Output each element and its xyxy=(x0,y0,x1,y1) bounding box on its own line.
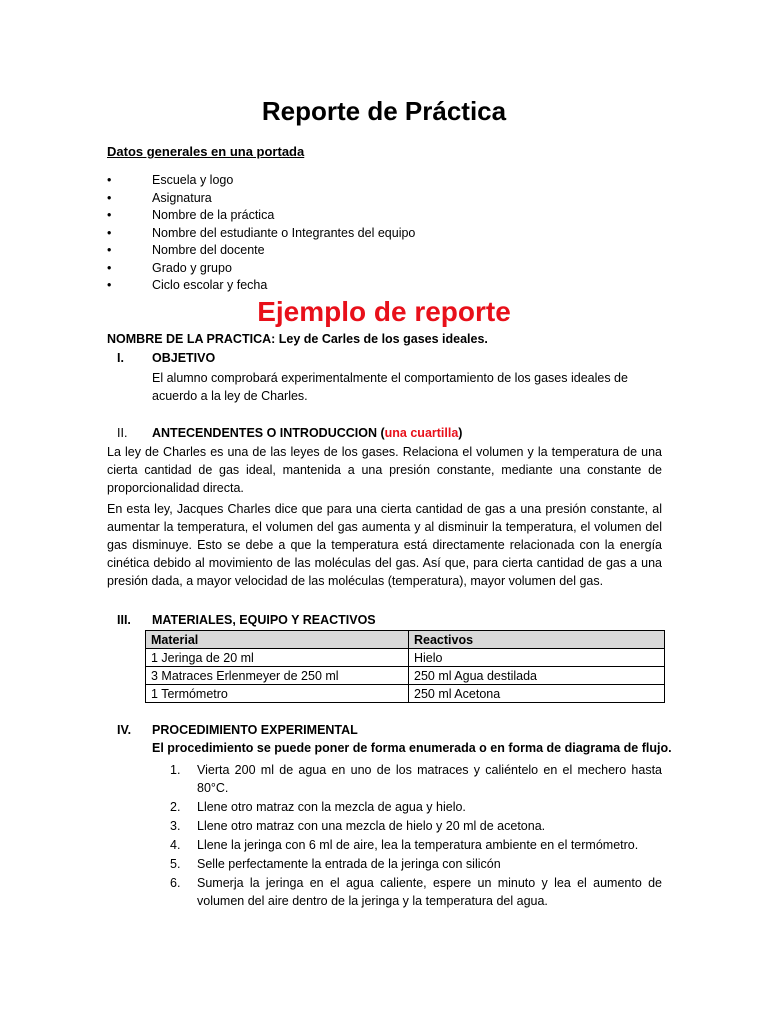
step-number: 4. xyxy=(170,838,181,852)
example-heading: Ejemplo de reporte xyxy=(257,296,511,327)
datos-heading: Datos generales en una portada xyxy=(107,144,305,159)
table-cell: 3 Matraces Erlenmeyer de 250 ml xyxy=(146,667,409,685)
list-item xyxy=(170,817,662,835)
list-item: • Nombre del docente xyxy=(107,242,415,260)
bullet-icon: • xyxy=(107,208,112,222)
list-item xyxy=(170,874,662,910)
list-item: • Grado y grupo xyxy=(107,260,415,278)
list-item: • Asignatura xyxy=(107,190,415,208)
table-cell: 1 Termómetro xyxy=(146,685,409,703)
bullet-icon: • xyxy=(107,260,112,275)
materials-table xyxy=(145,630,665,703)
step-text: Sumerja la jeringa en el agua caliente, espere un minuto y lea el aumento de volumen del aire dentro de la jeringa y la temperatura del agua. xyxy=(197,876,662,908)
step-text: Llene otro matraz con una mezcla de hielo y 20 ml de acetona. xyxy=(197,819,546,833)
step-number: 2. xyxy=(170,800,181,814)
list-item xyxy=(170,798,662,816)
section-title-procedimiento: PROCEDIMIENTO EXPERIMENTAL xyxy=(152,723,358,737)
section-title-antecedentes: ANTECENDENTES O INTRODUCCION (una cuartilla) xyxy=(152,426,463,440)
table-cell: 250 ml Agua destilada xyxy=(409,667,665,685)
table-cell: Hielo xyxy=(409,649,665,667)
list-item: • Escuela y logo xyxy=(107,172,415,190)
bullet-icon: • xyxy=(107,173,112,187)
antecedentes-paragraph-1: La ley de Charles es una de las leyes de los gases. Relaciona el volumen y la temperatura de una cierta cantidad de gas ideal, mantenida a una presión constante, mediante una constante de proporcionalidad directa. xyxy=(107,445,662,495)
list-item: • Ciclo escolar y fecha xyxy=(107,277,415,295)
step-text: Selle perfectamente la entrada de la jeringa con silicón xyxy=(197,857,501,871)
objetivo-text: El alumno comprobará experimentalmente el comportamiento de los gases ideales de acuerdo a la ley de Charles. xyxy=(152,371,628,403)
table-header-row xyxy=(146,631,665,649)
step-number: 5. xyxy=(170,857,181,871)
section-title-objetivo: OBJETIVO xyxy=(152,351,216,365)
table-header: Material xyxy=(146,631,409,649)
table-cell: 250 ml Acetona xyxy=(409,685,665,703)
step-text: Llene la jeringa con 6 ml de aire, lea la temperatura ambiente en el termómetro. xyxy=(197,838,639,852)
highlight-text: una cuartilla xyxy=(384,426,459,440)
step-number: 1. xyxy=(170,763,181,777)
table-row xyxy=(146,685,665,703)
bullet-icon: • xyxy=(107,278,112,292)
step-number: 6. xyxy=(170,876,181,890)
section-number-materiales: III. xyxy=(117,613,131,627)
list-item xyxy=(170,836,662,854)
bullet-icon: • xyxy=(107,225,112,240)
table-cell: 1 Jeringa de 20 ml xyxy=(146,649,409,667)
antecedentes-paragraph-2: En esta ley, Jacques Charles dice que para una cierta cantidad de gas a una presión constante, al aumentar la temperatura, el volumen del gas aumenta y al disminuir la temperatura, el volumen del gas disminuye. Esto se debe a que la temperatura está directamente relacionada con la energía cinética debido al movimiento de las moléculas del gas. Así que, para cierta cantidad de gas a una presión dada, a mayor velocidad de las moléculas (temperatura), mayor volumen del gas. xyxy=(107,502,662,588)
table-row xyxy=(146,667,665,685)
procedure-steps xyxy=(170,761,662,911)
section-number-antecedentes: II. xyxy=(117,426,128,440)
table-header: Reactivos xyxy=(409,631,665,649)
step-number: 3. xyxy=(170,819,181,833)
list-item: • Nombre de la práctica xyxy=(107,207,415,225)
section-number-procedimiento: IV. xyxy=(117,723,132,737)
list-item: • Nombre del estudiante o Integrantes del equipo xyxy=(107,225,415,243)
step-text: Vierta 200 ml de agua en uno de los matraces y caliéntelo en el mechero hasta 80°C. xyxy=(197,763,662,795)
procedimiento-subtitle: El procedimiento se puede poner de forma enumerada o en forma de diagrama de flujo. xyxy=(152,741,672,755)
list-item xyxy=(170,761,662,797)
practice-name: NOMBRE DE LA PRACTICA: Ley de Carles de los gases ideales. xyxy=(107,332,488,346)
datos-list xyxy=(107,172,415,295)
bullet-icon: • xyxy=(107,190,112,205)
bullet-icon: • xyxy=(107,243,112,257)
page-title: Reporte de Práctica xyxy=(261,96,507,126)
section-number-objetivo: I. xyxy=(117,351,124,365)
table-row xyxy=(146,649,665,667)
list-item xyxy=(170,855,662,873)
section-title-materiales: MATERIALES, EQUIPO Y REACTIVOS xyxy=(152,613,376,627)
step-text: Llene otro matraz con la mezcla de agua y hielo. xyxy=(197,800,466,814)
